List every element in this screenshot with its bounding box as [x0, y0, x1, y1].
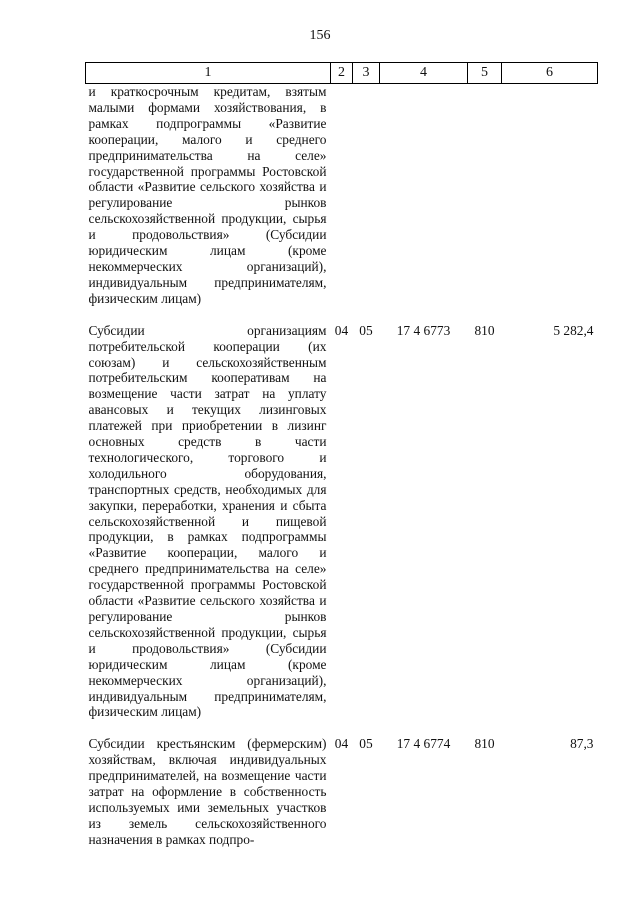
column-2-number: 2 [331, 63, 353, 84]
row-spacer [86, 720, 598, 736]
row-description: Субсидии крестьянским (фермерским) хозяйствам, включая индивидуальных предпринимателей, на возмещение части затрат на оформление в собственность используемых ими земельных участков из земель сельскохозяйственного назначения в рамках подпро- [88, 736, 327, 847]
row-description: и краткосрочным кредитам, взятым малыми формами хозяйствования, в рамках подпрограммы «Развитие кооперации, малого и среднего предпринимательства на селе» государственной программы Ростовской области «Развитие сельского хозяйства и регулирование рынков сельскохозяйственной продукции, сырья и продовольствия» (Субсидии юридическим лицам (кроме некоммерческих организаций), индивидуальным предпринимателям, физическим лицам) [88, 84, 327, 306]
target-article-code: 17 4 6773 [396, 322, 451, 338]
section-code: 04 [334, 322, 349, 338]
page-number: 156 [309, 28, 331, 43]
row-description: Субсидии организациям потребительской кооперации (их союзам) и сельскохозяйственным потребительским кооперативам на возмещение части затрат на уплату авансовых и текущих лизинговых платежей при приобретении в лизинг основных средств в части технологического, торгового и холодильного оборудования, транспортных средств, необходимых для закупки, переработки, хранения и сбыта сельскохозяйственной и пищевой продукции, в рамках подпрограммы «Развитие кооперации, малого и среднего предпринимательства на селе» государственной программы Ростовской области «Развитие сельского хозяйства и регулирование рынков сельскохозяйственной продукции, сырья и продовольствия» (Субсидии юридическим лицам (кроме некоммерческих организаций), индивидуальным предпринимателям, физическим лицам) [88, 322, 327, 720]
table-row [86, 84, 598, 307]
amount: 5 282,4 [553, 322, 594, 338]
section-code: 04 [334, 736, 349, 752]
amount: 87,3 [570, 736, 594, 752]
column-3-number: 3 [353, 63, 380, 84]
row-spacer [86, 307, 598, 323]
table-row [86, 736, 598, 847]
expense-type-code: 810 [474, 736, 495, 752]
target-article-code [380, 84, 468, 307]
table-row [86, 323, 598, 721]
section-code [331, 84, 353, 307]
subsection-code: 05 [359, 736, 373, 752]
column-1-number: 1 [86, 63, 331, 84]
column-number-header-row [86, 63, 598, 84]
budget-table [85, 62, 598, 848]
expense-type-code: 810 [474, 322, 495, 338]
column-6-number: 6 [502, 63, 598, 84]
amount [502, 84, 598, 307]
subsection-code: 05 [359, 322, 373, 338]
target-article-code: 17 4 6774 [396, 736, 451, 752]
column-4-number: 4 [380, 63, 468, 84]
expense-type-code [468, 84, 502, 307]
subsection-code [353, 84, 380, 307]
column-5-number: 5 [468, 63, 502, 84]
